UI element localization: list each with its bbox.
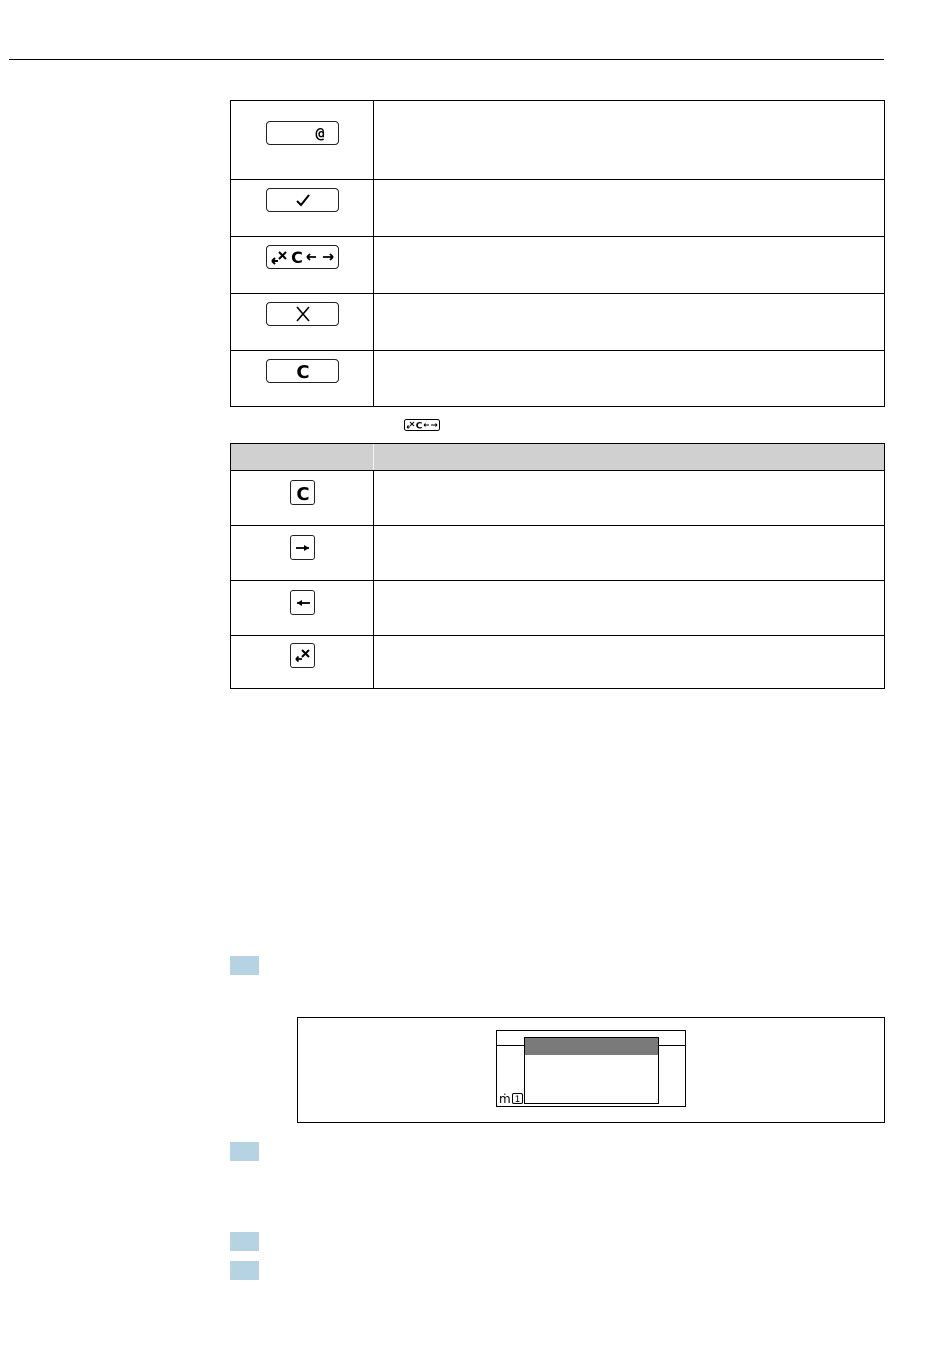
step-marker-1 (230, 956, 259, 975)
svg-text:C: C (295, 362, 310, 381)
edit-symbols-icon (404, 418, 440, 430)
step-marker-2 (230, 1142, 259, 1161)
header-symbol (231, 444, 374, 470)
step-marker-3 (230, 1232, 259, 1251)
step-marker-4 (230, 1261, 259, 1280)
table-row (231, 470, 884, 525)
arrow-right-icon (290, 535, 315, 560)
table-row (231, 350, 884, 406)
table-row (231, 580, 884, 635)
header-meaning (374, 444, 884, 470)
svg-text:1: 1 (514, 1095, 521, 1105)
table-row (231, 179, 884, 236)
key-at-icon (266, 121, 339, 145)
svg-text:C: C (415, 421, 423, 431)
operating-keys-table (230, 100, 885, 407)
backspace-icon (290, 643, 315, 668)
key-check-icon (266, 188, 339, 212)
svg-text:ṁ: ṁ (499, 1092, 511, 1105)
correction-symbols-table (230, 443, 885, 689)
svg-text:C: C (290, 248, 303, 267)
key-edit-symbols-icon (266, 245, 339, 269)
key-c-icon (266, 359, 339, 383)
mass-flow-indicator-icon (498, 1091, 524, 1105)
display-figure (297, 1017, 885, 1123)
svg-text:C: C (295, 483, 310, 503)
table-row (231, 635, 884, 688)
table-header-row (231, 444, 884, 470)
header-rule (9, 59, 884, 60)
table-row (231, 101, 884, 179)
clear-icon (290, 480, 315, 505)
svg-text:@: @ (314, 124, 325, 142)
table-row (231, 293, 884, 350)
arrow-left-icon (290, 590, 315, 615)
table-row (231, 525, 884, 580)
key-x-icon (266, 302, 339, 326)
local-display (496, 1030, 686, 1107)
table-row (231, 236, 884, 293)
selection-popup (524, 1037, 659, 1104)
popup-selection-bar (525, 1038, 658, 1055)
